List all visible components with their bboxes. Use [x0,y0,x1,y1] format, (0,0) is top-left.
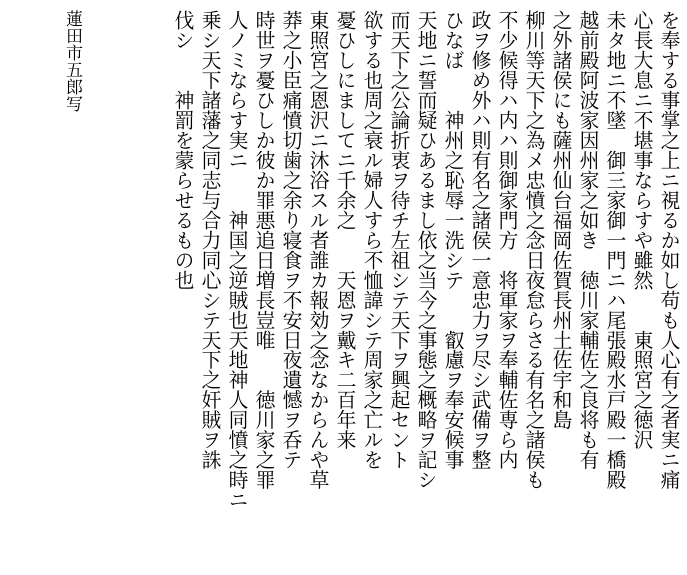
text-column-15: 莽之小臣痛憤切歯之余り寝食ヲ不安日夜遺憾ヲ呑テ [279,10,302,470]
text-column-3: 未タ地ニ不墜 御三家御一門ニハ尾張殿水戸殿一橋殿 [603,10,626,490]
text-column-7: 不少候得ハ内ハ則御家門方 将軍家ヲ奉輔佐専ら内 [495,10,518,470]
text-column-4: 越前殿阿波家因州家之如き 徳川家輔佐之良将も有 [576,10,599,470]
text-column-19: 伐シ 神罰を蒙らせるもの也 [171,10,194,290]
text-column-1: を奉する事掌之上ニ視るか如し苟も人心有之者実ニ痛 [657,10,680,490]
text-column-6: 柳川等天下之為メ忠憤之念日夜怠らさる有名之諸侯も [522,10,545,490]
text-column-2: 心長大息ニ不堪事ならすや雖然 東照宮之徳沢 [630,10,653,450]
signature: 蓮田市五郎写 [62,10,82,112]
text-column-12: 欲する也周之衰ル婦人すら不恤諱シテ周家之亡ルを [360,10,383,470]
text-column-13: 憂ひしにましてニ千余之 天恩ヲ戴キ二百年来 [333,10,356,450]
text-column-14: 東照宮之恩沢ニ沐浴スル者誰カ報効之念なからんや草 [306,10,329,490]
text-column-8: 政ヲ修め外ハ則有名之諸侯一意忠力ヲ尽シ武備ヲ整 [468,10,491,470]
text-column-18: 乗シ天下諸藩之同志与合力同心シテ天下之奸賊ヲ誅 [198,10,221,470]
text-column-11: 而天下之公論折衷ヲ待チ左祖シテ天下ヲ興起セント [387,10,410,470]
text-column-9: ひなば 神州之恥辱一洗シテ 叡慮ヲ奉安候事 [441,10,464,470]
text-column-17: 人ノミならす実ニ 神国之逆賊也天地神人同憤之時ニ [225,10,248,510]
text-column-10: 天地ニ誓而疑ひあるまし依之当今之事態之概略ヲ記シ [414,10,437,490]
text-column-5: 之外諸侯にも薩州仙台福岡佐賀長州土佐宇和島 [549,10,572,430]
text-column-16: 時世ヲ憂ひしか彼か罪悪追日増長豈唯 徳川家之罪 [252,10,275,490]
